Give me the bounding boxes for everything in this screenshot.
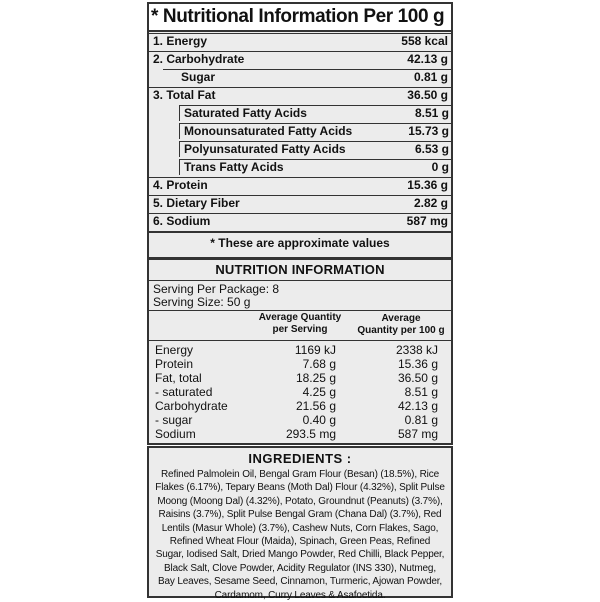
table-row (149, 385, 451, 399)
title-text: Nutritional Information Per 100 g (162, 6, 445, 27)
nutrition-per-100g-panel (147, 2, 453, 259)
table-row (149, 343, 451, 357)
nutrient-value: 15.36 g (407, 178, 448, 192)
nutrient-value: 558 kcal (401, 34, 448, 48)
nutrient-label: Sugar (181, 70, 216, 84)
per-100g-value: 8.51 g (404, 385, 438, 399)
per-100g-value: 15.36 g (397, 357, 438, 371)
nutrient-value: 6.53 g (414, 142, 449, 156)
nutrient-value: 0 g (431, 160, 449, 174)
per-100g-column-header (351, 313, 451, 337)
nutrition-information-panel (147, 258, 453, 445)
per-serving-value: 293.5 mg (285, 427, 336, 441)
nutrient-row (149, 33, 451, 49)
nutrient-label: 6. Sodium (153, 214, 211, 228)
per-serving-value: 21.56 g (295, 399, 336, 413)
table-row (149, 357, 451, 371)
nutrient-row (179, 159, 452, 175)
nutrient-row (149, 87, 451, 103)
nutrient-row (149, 195, 451, 211)
nutrient-value: 8.51 g (414, 106, 449, 120)
nutrient-value: 36.50 g (407, 88, 448, 102)
nutrient-label: - sugar (155, 413, 193, 427)
per-100g-value: 2338 kJ (395, 343, 438, 357)
ingredients-text: Refined Palmolein Oil, Bengal Gram Flour (Besan) (18.5%), Rice Flakes (6.17%), Tepary Beans (Moth Dal) Flour (4.32%), Split Pulse Moong (Moong Dal) (4.32%), Potato, Groundnut (Peanuts) (3.7%), Raisins (3.7%), Split Pulse Bengal Gram (Chana Dal) (3.7%), Red Lentils (Masur Whole) (3.7%), Cashew Nuts, Corn Flakes, Sago, Refined Wheat Flour (Maida), Spinach, Green Peas, Refined Sugar, Iodised Salt, Dried Mango Powder, Red Chilli, Black Pepper, Black Salt, Clove Powder, Acidity Regulator (INS 330), Nutmeg, Bay Leaves, Sesame Seed, Cinnamon, Turmeric, Ajowan Powder, Cardamom, Curry Leaves & Asafoetida. (155, 469, 445, 601)
servings-per-package: Serving Per Package: 8 (153, 282, 280, 296)
column-header-line: Average Quantity (258, 312, 342, 323)
nutrient-label: Monounsaturated Fatty Acids (184, 124, 353, 138)
nutrient-label: Protein (155, 357, 194, 371)
nutrient-label: 1. Energy (153, 34, 208, 48)
nutrient-label: Saturated Fatty Acids (184, 106, 307, 120)
nutrient-label: 5. Dietary Fiber (153, 196, 240, 210)
nutrient-label: - saturated (155, 385, 213, 399)
column-header-line: Quantity per 100 g (357, 325, 445, 336)
column-header-line: Average (381, 313, 421, 324)
per-serving-value: 18.25 g (295, 371, 336, 385)
asterisk: * (151, 6, 158, 27)
table-row (149, 371, 451, 385)
ingredients-heading: INGREDIENTS : (248, 451, 352, 466)
column-header-line: per Serving (272, 324, 328, 335)
nutrient-label: Sodium (155, 427, 196, 441)
nutrient-row (149, 177, 451, 193)
nutrient-value: 42.13 g (407, 52, 448, 66)
per-serving-value: 7.68 g (302, 357, 336, 371)
per-100g-value: 587 mg (397, 427, 438, 441)
approximate-values-note: * These are approximate values (149, 232, 451, 253)
nutrient-label: Energy (155, 343, 194, 357)
nutrient-value: 0.81 g (413, 70, 448, 84)
nutrient-label: Carbohydrate (155, 399, 228, 413)
nutrient-label: 4. Protein (153, 178, 208, 192)
table-row (149, 413, 451, 427)
table-row (149, 399, 451, 413)
nutrient-label: 2. Carbohydrate (153, 52, 245, 66)
per-100g-value: 42.13 g (397, 399, 438, 413)
nutrient-row (149, 51, 451, 67)
per-serving-value: 0.40 g (302, 413, 336, 427)
serving-size: Serving Size: 50 g (153, 295, 251, 309)
nutrient-row (149, 213, 451, 229)
nutrient-label: Fat, total (155, 371, 202, 385)
nutrient-row (163, 69, 451, 85)
nutrient-label: Polyunsaturated Fatty Acids (184, 142, 346, 156)
per-serving-value: 1169 kJ (294, 343, 336, 357)
per-serving-column-header (245, 312, 355, 336)
nutrient-row (179, 141, 452, 157)
nutrient-value: 587 mg (406, 214, 448, 228)
nutrition-information-heading: NUTRITION INFORMATION (149, 260, 451, 281)
ingredients-panel (147, 446, 453, 601)
nutrient-value: 15.73 g (408, 124, 449, 138)
table-row (149, 427, 451, 441)
nutrient-value: 2.82 g (413, 196, 448, 210)
panel-title (149, 4, 451, 32)
nutrient-label: Trans Fatty Acids (184, 160, 284, 174)
per-100g-value: 0.81 g (404, 413, 438, 427)
nutrient-row (179, 123, 452, 139)
per-100g-value: 36.50 g (397, 371, 438, 385)
nutrient-row (179, 105, 452, 121)
nutrient-label: 3. Total Fat (153, 88, 216, 102)
per-serving-value: 4.25 g (302, 385, 336, 399)
